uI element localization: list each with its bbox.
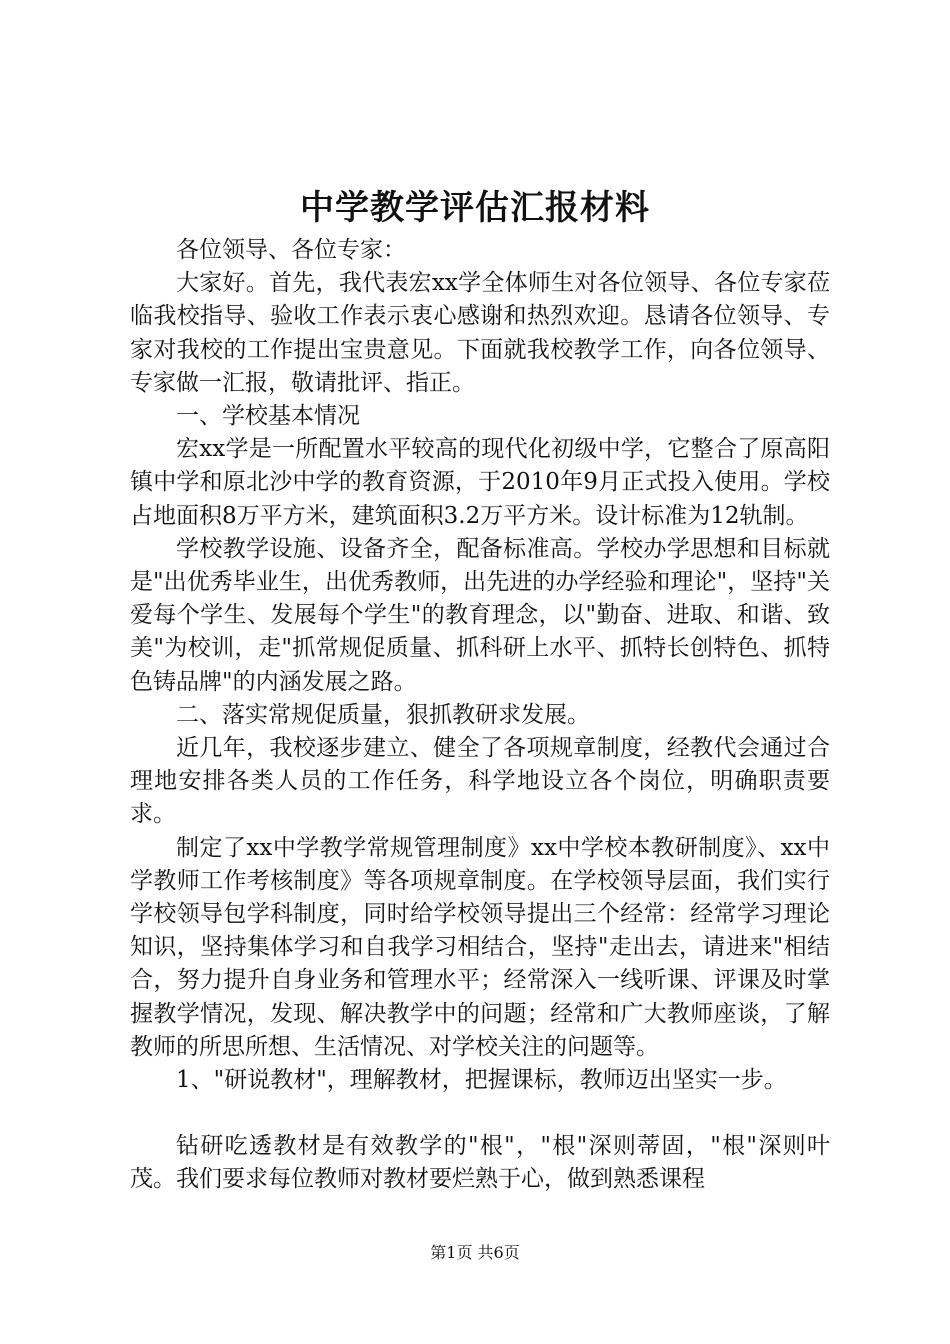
section-heading-2: 二、落实常规促质量，狠抓教研求发展。	[176, 701, 590, 728]
paragraph-systems: 制定了xx中学教学常规管理制度》xx中学校本教研制度》、xx中学教师工作考核制度》等各项规章制度。在学校领导层面，我们实行学校领导包学科制度，同时给学校领导提出三个经常：经常学习理论知识，坚持集体学习和自我学习相结合，坚持"走出去，请进来"相结合，努力提升自身业务和管理水平；经常深入一线听课、评课及时掌握教学情况，发现、解决教学中的问题；经常和广大教师座谈，了解教师的所思所想、生活情况、对学校关注的问题等。	[130, 834, 830, 1060]
paragraph-textbook-study: 钻研吃透教材是有效教学的"根"，"根"深则蒂固，"根"深则叶茂。我们要求每位教师对教材要烂熟于心，做到熟悉课程	[130, 1133, 830, 1193]
document-body	[130, 234, 830, 1197]
page-title: 中学教学评估汇报材料	[300, 188, 650, 228]
paragraph-regulations: 近几年，我校逐步建立、健全了各项规章制度，经教代会通过合理地安排各类人员的工作任务，科学地设立各个岗位，明确职责要求。	[130, 735, 830, 828]
paragraph-intro: 大家好。首先，我代表宏xx学全体师生对各位领导、各位专家莅临我校指导、验收工作表示衷心感谢和热烈欢迎。恳请各位领导、专家对我校的工作提出宝贵意见。下面就我校教学工作，向各位领导、专家做一汇报，敬请批评、指正。	[130, 270, 830, 396]
paragraph-facilities: 学校教学设施、设备齐全，配备标准高。学校办学思想和目标就是"出优秀毕业生，出优秀教师，出先进的办学经验和理论"，坚持"关爱每个学生、发展每个学生"的教育理念，以"勤奋、进取、和谐、致美"为校训，走"抓常规促质量、抓科研上水平、抓特长创特色、抓特色铸品牌"的内涵发展之路。	[130, 535, 830, 695]
blank-line	[130, 1097, 830, 1130]
subsection-heading-1: 1、"研说教材"，理解教材，把握课标，教师迈出坚实一步。	[176, 1067, 787, 1094]
section-heading-1: 一、学校基本情况	[176, 403, 360, 430]
paragraph-school-info: 宏xx学是一所配置水平较高的现代化初级中学，它整合了原高阳镇中学和原北沙中学的教育资源，于2010年9月正式投入使用。学校占地面积8万平方米，建筑面积3.2万平方米。设计标准为12轨制。	[130, 436, 830, 529]
page-footer: 第1页 共6页	[430, 1243, 520, 1262]
paragraph-greeting: 各位领导、各位专家：	[176, 237, 406, 263]
